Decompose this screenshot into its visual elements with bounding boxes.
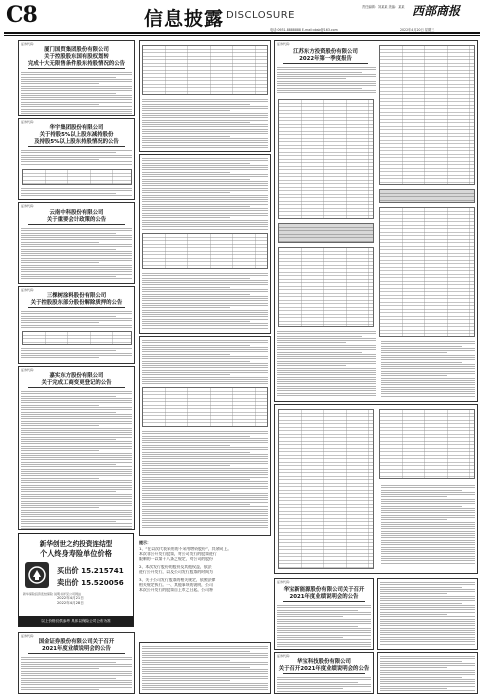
- contact-line: 电话:0931-8888888 E-mail:xbsb@163.com: [270, 28, 338, 32]
- notice-b3: [274, 652, 374, 694]
- notice-subtitle: 关于持股5%以上股东减持股份: [39, 132, 114, 138]
- report-table-right-header: [379, 189, 475, 203]
- notice-text-right: [377, 578, 478, 650]
- stock-code: 证券代码：: [21, 288, 37, 292]
- notice-a3: [18, 202, 135, 284]
- stock-code: 证券代码：: [21, 368, 37, 372]
- notice-c1-quarterly-report: [274, 40, 478, 402]
- page-number: C8: [6, 2, 37, 28]
- notice-subtitle: 关于召开2021年度业绩说明会的公告: [278, 666, 370, 672]
- report-table-bottom-right: [379, 409, 475, 479]
- notice-body: [380, 582, 475, 646]
- notice-body: [277, 605, 371, 648]
- report-body-3: [381, 341, 475, 398]
- insurance-ad: [18, 533, 134, 627]
- header-rule-thin: [4, 35, 480, 36]
- ad-date: 2022年4月21日: [57, 596, 84, 600]
- notice-body: [380, 656, 475, 693]
- notice-b2: [274, 578, 374, 650]
- title-rule: [28, 653, 125, 654]
- notice-body: [21, 150, 132, 166]
- financial-table: [142, 233, 268, 269]
- notice-body: [142, 340, 268, 386]
- quote-line: 2、本次发行股份的股份及其他权益，依法: [139, 565, 212, 569]
- title-rule: [28, 387, 125, 388]
- notice-b1: [18, 632, 135, 694]
- quote-line: 限制的一以第十八条之规定，对公司的股份: [139, 557, 213, 561]
- notice-a1: [18, 40, 135, 116]
- notice-table: [22, 331, 132, 345]
- quote-line: 1、“在以次代表采用的不采用增资股份”，其余同上。: [139, 547, 232, 551]
- title-rule: [283, 63, 368, 64]
- stock-code: 证券代码：: [277, 654, 293, 658]
- report-table-bottom-left: [278, 409, 374, 569]
- notice-quote-block: [139, 540, 271, 640]
- stock-code: 证券代码：: [21, 42, 37, 46]
- report-table-right-2: [379, 207, 475, 337]
- notice-body: [277, 677, 371, 693]
- report-body-4: [381, 485, 475, 565]
- notice-table: [22, 169, 132, 185]
- ad-subtitle: 个人终身寿险单位价格: [40, 549, 112, 558]
- insurance-logo-icon: [25, 562, 49, 588]
- notice-subtitle: 2022年第一季度报告: [299, 56, 352, 62]
- stock-code: 证券代码：: [21, 204, 37, 208]
- notice-body-2: [21, 348, 132, 359]
- notice-subtitle-2: 完成十大无限售条件股东持股情况的公告: [27, 61, 126, 67]
- ad-title: 新华创世之约投资连结型: [39, 540, 113, 548]
- notice-title: 江苏东方投资股份有限公司: [293, 49, 358, 55]
- ad-note: 新华保险投资连结保险 说明书详见公司网站: [23, 592, 81, 596]
- notice-subtitle: 2021年度业绩说明会的公告: [42, 646, 111, 652]
- report-body-2: [277, 331, 376, 397]
- notice-table-section: [139, 40, 271, 152]
- notice-text-section: [139, 154, 271, 334]
- notice-subtitle: 关于控股股东部分股份解除质押的公告: [30, 300, 123, 306]
- notice-subtitle-2: 及持股5%以上股东持股情况的公告: [34, 139, 119, 145]
- notice-c2-tables: [274, 404, 478, 574]
- issue-date: 2022年4月20日 星期三: [400, 28, 435, 32]
- report-body: [277, 67, 376, 94]
- notice-body: [142, 158, 268, 231]
- notice-title: 华宝新能源股份有限公司关于召开: [283, 587, 365, 593]
- section-title-english: DISCLOSURE: [226, 10, 295, 21]
- notice-body: [21, 391, 132, 530]
- stock-code: 证券代码：: [277, 580, 293, 584]
- header-rule: [4, 32, 480, 34]
- quote-line: 相关规定执行。一、其他事项的说明，公司: [139, 583, 213, 587]
- notice-title: 国金证券股份有限公司关于召开: [38, 639, 115, 645]
- notice-text-bottom: [139, 642, 271, 694]
- quote-line: 本次非公开发行股票，对公司发行的股票进行: [139, 552, 217, 556]
- notice-subtitle: 关于控股股东国有股权划转: [44, 54, 109, 60]
- editor-credit: 责任编辑：刘某某 美编：某某: [362, 5, 405, 9]
- notice-title: 厦门国贸集团股份有限公司: [44, 47, 109, 53]
- shareholder-table: [142, 45, 268, 95]
- notice-body: [21, 228, 132, 280]
- report-table-left-header: [278, 223, 374, 243]
- title-rule: [28, 68, 125, 69]
- notice-title: 华宇集团股份有限公司: [49, 125, 104, 131]
- notice-body: [21, 72, 132, 115]
- report-table-right: [379, 45, 475, 185]
- section-title: 信息披露: [144, 8, 225, 30]
- ad-footer: 以上价格仅供参考 具体以保险公司公布为准: [19, 616, 133, 626]
- stock-code: 证券代码：: [21, 120, 37, 124]
- notice-body: [142, 646, 268, 692]
- notice-text-right-2: [377, 652, 478, 694]
- buy-price: 买出价 15.215741: [57, 566, 124, 575]
- notice-a5: [18, 366, 135, 530]
- newspaper-logo: 西部商报: [412, 4, 461, 18]
- title-rule: [283, 601, 365, 602]
- quote-line: 本次公开发行的股票自上市之日起，公司将: [139, 588, 213, 592]
- notice-body-2: [142, 273, 268, 330]
- notice-body-2: [21, 188, 132, 197]
- notice-title: 华宝科技股份有限公司: [297, 659, 351, 665]
- stock-code: 证券代码：: [21, 634, 37, 638]
- notice-text-section-2: [139, 336, 271, 536]
- notice-title: 云南中科股份有限公司: [49, 210, 104, 216]
- report-table-left: [278, 99, 374, 219]
- title-rule: [28, 146, 125, 147]
- notice-body: [142, 99, 268, 149]
- title-rule: [28, 224, 125, 225]
- data-table: [142, 387, 268, 427]
- quote-line: 进行公开发行，以及公司发行股票的时间为: [139, 570, 213, 574]
- notice-a4: [18, 286, 135, 364]
- notice-body-2: [142, 431, 268, 529]
- quote-line: 3、关于公司发行股票的相关规定，依照法律: [139, 578, 216, 582]
- notice-title: 嘉实东方股份有限公司: [49, 373, 104, 379]
- title-rule: [283, 673, 365, 674]
- notice-body: [21, 311, 132, 329]
- stock-code: 证券代码：: [277, 42, 293, 46]
- report-table-left-2: [278, 247, 374, 327]
- notice-subtitle: 关于重要会计政策的公告: [46, 217, 107, 223]
- ad-date: 2022年4月28日: [57, 601, 84, 605]
- notice-subtitle: 2021年度业绩说明会的公告: [289, 594, 359, 600]
- title-rule: [28, 307, 125, 308]
- sell-price: 卖出价 15.520056: [57, 578, 124, 587]
- notice-a2: [18, 118, 135, 200]
- quote-heading: 提示：: [139, 540, 151, 545]
- notice-subtitle: 关于完成工商变更登记的公告: [41, 380, 112, 386]
- notice-title: 三棵树涂料股份有限公司: [46, 293, 107, 299]
- notice-body: [21, 657, 132, 691]
